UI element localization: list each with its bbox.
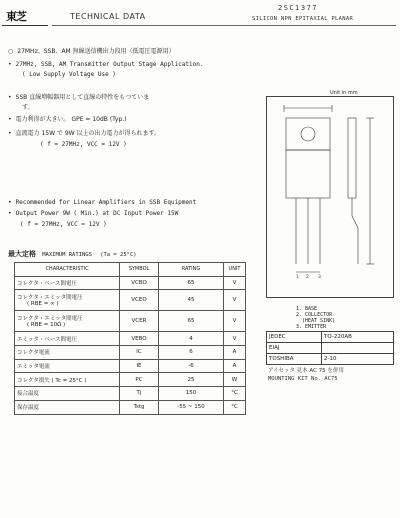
desc-en-power (8, 210, 178, 217)
table-row (15, 400, 246, 414)
rating-cell: 45 (159, 290, 224, 311)
char-cell: 接合温度 (15, 387, 120, 401)
mounting-hole (301, 127, 315, 141)
part-subtitle: SILICON NPN EPITAXIAL PLANAR (252, 16, 354, 22)
page-title: TECHNICAL DATA (70, 12, 146, 21)
col-header-rating: RATING (159, 263, 224, 277)
unit-cell: V (224, 332, 246, 346)
desc-en-main2: ( Low Supply Voltage Use ) (22, 71, 116, 78)
package-body (286, 150, 330, 198)
desc-en-cond: ( f = 27MHz, VCC = 12V ) (20, 221, 107, 228)
pkg-value-cell: 2-10 (322, 354, 394, 365)
pin-label-3: 3 (318, 275, 321, 280)
dot-bullet-icon: • (8, 130, 12, 137)
char-cell: エミッタ電流 (15, 359, 120, 373)
table-row (267, 343, 394, 354)
char-sub: ( RBE = ∞ ) (27, 301, 59, 308)
table-row (15, 387, 246, 401)
symbol-cell: VCBO (120, 276, 159, 290)
desc-jp-ssb (8, 94, 149, 101)
desc-jp-ssb2: す。 (22, 104, 34, 111)
unit-cell: W (224, 373, 246, 387)
desc-jp-main-text: 27MHz、SSB、AM 無線送信機出力段用（低電圧電源用） (17, 48, 175, 55)
dot-bullet-icon: • (8, 61, 12, 68)
logo-underline (2, 25, 48, 26)
char-cell (15, 311, 120, 332)
table-row (15, 332, 246, 346)
rating-cell: 6 (159, 346, 224, 360)
pkg-value-cell: TO-220AB (322, 332, 394, 343)
unit-cell: V (224, 276, 246, 290)
symbol-cell: Tj (120, 387, 159, 401)
desc-jp-power-cond: ( f = 27MHz, VCC = 12V ) (40, 141, 127, 148)
desc-jp-power-text: 直流電力 15W で 9W 以上の出力電力が得られます。 (15, 130, 161, 137)
symbol-cell: VEBO (120, 332, 159, 346)
rating-cell: 65 (159, 311, 224, 332)
char-cell: 保存温度 (15, 400, 120, 414)
char-cell: コレクタ電流 (15, 346, 120, 360)
table-row (15, 346, 246, 360)
table-row (15, 373, 246, 387)
pin-list (296, 306, 335, 330)
rating-cell: 25 (159, 373, 224, 387)
dot-bullet-icon: • (8, 210, 12, 217)
desc-jp-power (8, 130, 160, 137)
char-text: コレクタ・エミッタ間電圧 (17, 316, 83, 323)
rating-cell: -6 (159, 359, 224, 373)
desc-jp-main (8, 48, 175, 55)
dot-bullet-icon: • (8, 94, 12, 101)
symbol-cell: Tstg (120, 400, 159, 414)
desc-jp-gain-text: 電力利得が大きい。 GPE = 10dB (Typ.) (15, 116, 127, 123)
symbol-cell: PC (120, 373, 159, 387)
mounting-note-jp: アイセッタ 見本 AC 75 を併用 (268, 368, 344, 374)
pkg-value-cell (322, 343, 394, 354)
unit-cell: V (224, 311, 246, 332)
package-table (266, 331, 394, 365)
heat-sink-tab (286, 118, 330, 150)
dot-bullet-icon: • (8, 199, 12, 206)
unit-cell: A (224, 346, 246, 360)
pkg-key-cell: EIAJ (267, 343, 322, 354)
ratings-title-en: MAXIMUM RATINGS (42, 252, 92, 258)
unit-cell: °C (224, 400, 246, 414)
table-row (267, 354, 394, 365)
toshiba-logo: 東芝 (6, 10, 26, 23)
pin-heat-sink: (HEAT SINK) (302, 318, 336, 324)
ratings-title (8, 250, 137, 259)
circle-bullet-icon: ○ (8, 48, 14, 55)
unit-cell: A (224, 359, 246, 373)
rating-cell: 4 (159, 332, 224, 346)
dot-bullet-icon: • (8, 116, 12, 123)
table-row (15, 359, 246, 373)
pin-collector: 2. COLLECTOR (296, 312, 333, 318)
table-row (15, 311, 246, 332)
table-row (15, 290, 246, 311)
desc-en-main (8, 61, 203, 68)
char-cell: コレクタ・ベース間電圧 (15, 276, 120, 290)
unit-cell: °C (224, 387, 246, 401)
unit-cell: V (224, 290, 246, 311)
char-cell: エミッタ・ベース間電圧 (15, 332, 120, 346)
desc-en-power-text: Output Power 9W ( Min.) at DC Input Power 15W (15, 210, 179, 217)
table-row (15, 276, 246, 290)
rating-cell: 65 (159, 276, 224, 290)
pkg-key-cell: JEDEC (267, 332, 322, 343)
symbol-cell: VCEO (120, 290, 159, 311)
desc-jp-ssb-text: SSB 直線増幅器用として直線の特性をもつていま (15, 94, 150, 101)
table-row (267, 332, 394, 343)
char-cell: コレクタ損失 ( Tc = 25°C ) (15, 373, 120, 387)
symbol-cell: VCER (120, 311, 159, 332)
desc-jp-gain (8, 116, 127, 123)
symbol-cell: IC (120, 346, 159, 360)
ratings-cond: (Ta = 25°C) (100, 252, 137, 258)
pin-base: 1. BASE (296, 306, 318, 312)
mounting-note-en: MOUNTING KIT No. AC75 (268, 376, 338, 382)
desc-en-main-text: 27MHz, SSB, AM Transmitter Output Stage Application. (15, 61, 204, 68)
char-text: コレクタ・エミッタ間電圧 (17, 295, 83, 302)
side-view-body (348, 118, 356, 198)
col-header-characteristic: CHARACTERISTIC (15, 263, 120, 277)
char-cell (15, 290, 120, 311)
package-drawing (266, 96, 392, 296)
pin-label-2: 2 (306, 275, 309, 280)
header-rule (52, 25, 396, 26)
symbol-cell: IE (120, 359, 159, 373)
ratings-title-jp: 最大定格 (8, 250, 36, 258)
rating-cell: 150 (159, 387, 224, 401)
table-header-row (15, 263, 246, 277)
pin-emitter: 3. EMITTER (296, 324, 327, 330)
pin-label-1: 1 (296, 275, 299, 280)
char-sub: ( RBE = 10Ω ) (27, 322, 66, 329)
desc-en-rec (8, 199, 196, 206)
part-number: 2SC1377 (278, 4, 319, 12)
maximum-ratings-table (14, 262, 246, 415)
col-header-unit: UNIT (224, 263, 246, 277)
pkg-key-cell: TOSHIBA (267, 354, 322, 365)
rating-cell: -55 ~ 150 (159, 400, 224, 414)
unit-label: Unit in mm (330, 90, 358, 96)
desc-en-rec-text: Recommended for Linear Amplifiers in SSB Equipment (15, 199, 197, 206)
col-header-symbol: SYMBOL (120, 263, 159, 277)
